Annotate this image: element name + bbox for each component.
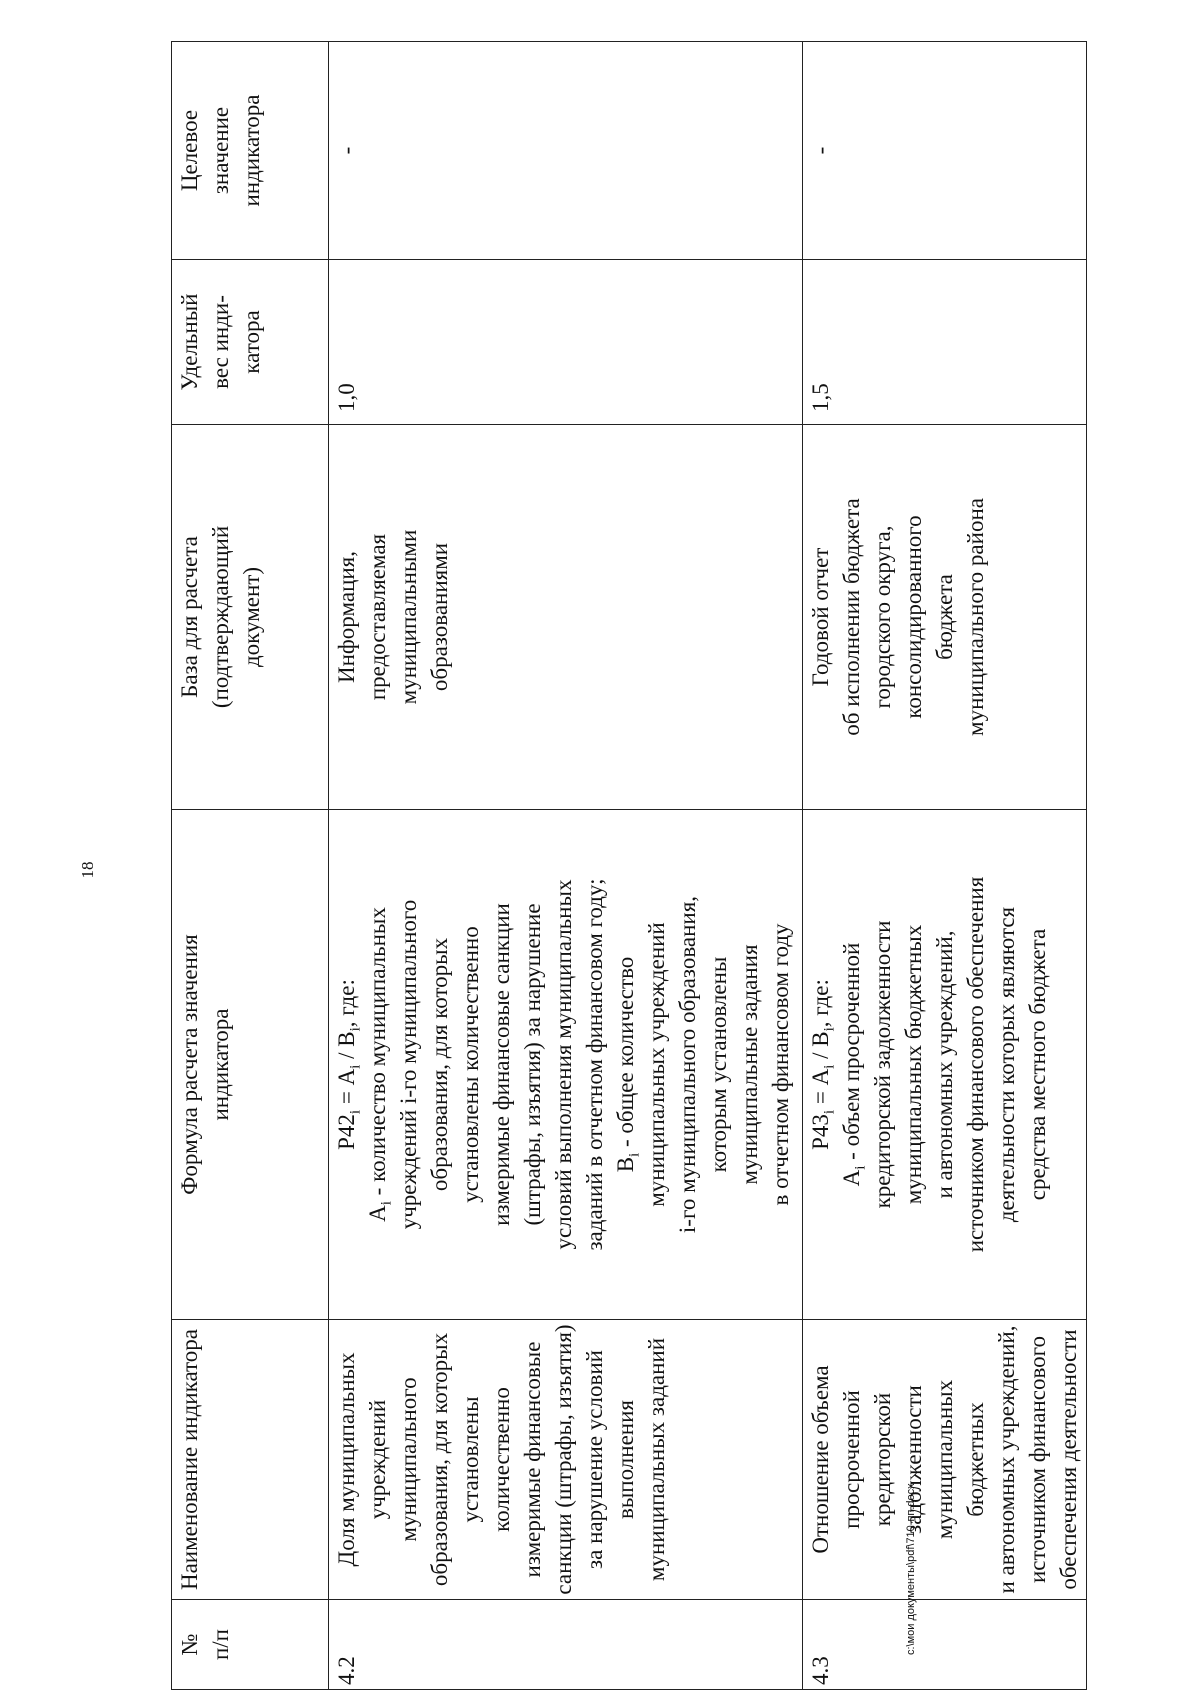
header-formula: Формула расчета значения индикатора <box>172 810 329 1320</box>
header-base: База для расчета (подтверждающий документ) <box>172 425 329 810</box>
header-name: Наименование индикатора <box>172 1320 329 1600</box>
calculation-base: Годовой отчет об исполнении бюджета городского округа, консолидированного бюджета муниципального района <box>803 425 1087 810</box>
row-num: 4.2 <box>329 1600 803 1690</box>
header-num: № п/п <box>172 1600 329 1690</box>
formula-equation: $Р42_i = А_i / В_i$, где: <box>334 979 364 1150</box>
indicator-target: - <box>329 42 803 260</box>
indicator-table-wrapper <box>171 42 1081 1690</box>
indicator-name: Отношение объема просроченной кредиторской задолженности муниципальных бюджетных и автономных учреждений, источником финансового обеспечения деятельности <box>803 1320 1087 1600</box>
indicator-name: Доля муниципальных учреждений муниципального образования, для которых установлены количественно измеримые финансовые санкции (штрафы, изъятия) за нарушение условий выполнения муниципальных заданий <box>329 1320 803 1600</box>
formula-equation: $Р43_i = А_i / В_i$, где: <box>808 979 838 1150</box>
indicator-target: - <box>803 42 1087 260</box>
row-num: 4.3 <box>803 1600 1087 1690</box>
footer-file-path: c:\мои документы\pdf\710-пп.docx <box>905 1483 917 1655</box>
table-row <box>329 42 803 1690</box>
table-header-row <box>172 42 329 1690</box>
indicator-weight: 1,0 <box>329 260 803 425</box>
header-target: Целевое значение индикатора <box>172 42 329 260</box>
indicator-weight: 1,5 <box>803 260 1087 425</box>
table-row <box>803 42 1087 1690</box>
header-weight: Удельный вес инди- катора <box>172 260 329 425</box>
indicator-formula: $Р43_i = А_i / В_i$, где: $А_i$ - объем просроченной кредиторской задолженности муниципальных бюджетных и автономных учреждений, источником финансового обеспечения деятельности которых являются средства местного бюджета <box>803 810 1087 1320</box>
page-number: 18 <box>78 861 97 879</box>
indicator-formula: $Р42_i = А_i / В_i$, где: $А_i$ - количество муниципальных учреждений i-го муниципального образования, для которых установлены количественно измеримые финансовые санкции (штрафы, изъятия) за нарушение условий выполнения муниципальных заданий в отчетном финансовом году; $В_i$ - общее количество муниципальных учреждений i-го муниципального образования, которым установлены муниципальные задания в отчетном финансовом году <box>329 810 803 1320</box>
calculation-base: Информация, предоставляемая муниципальными образованиями <box>329 425 803 810</box>
indicator-table <box>171 41 1087 1690</box>
